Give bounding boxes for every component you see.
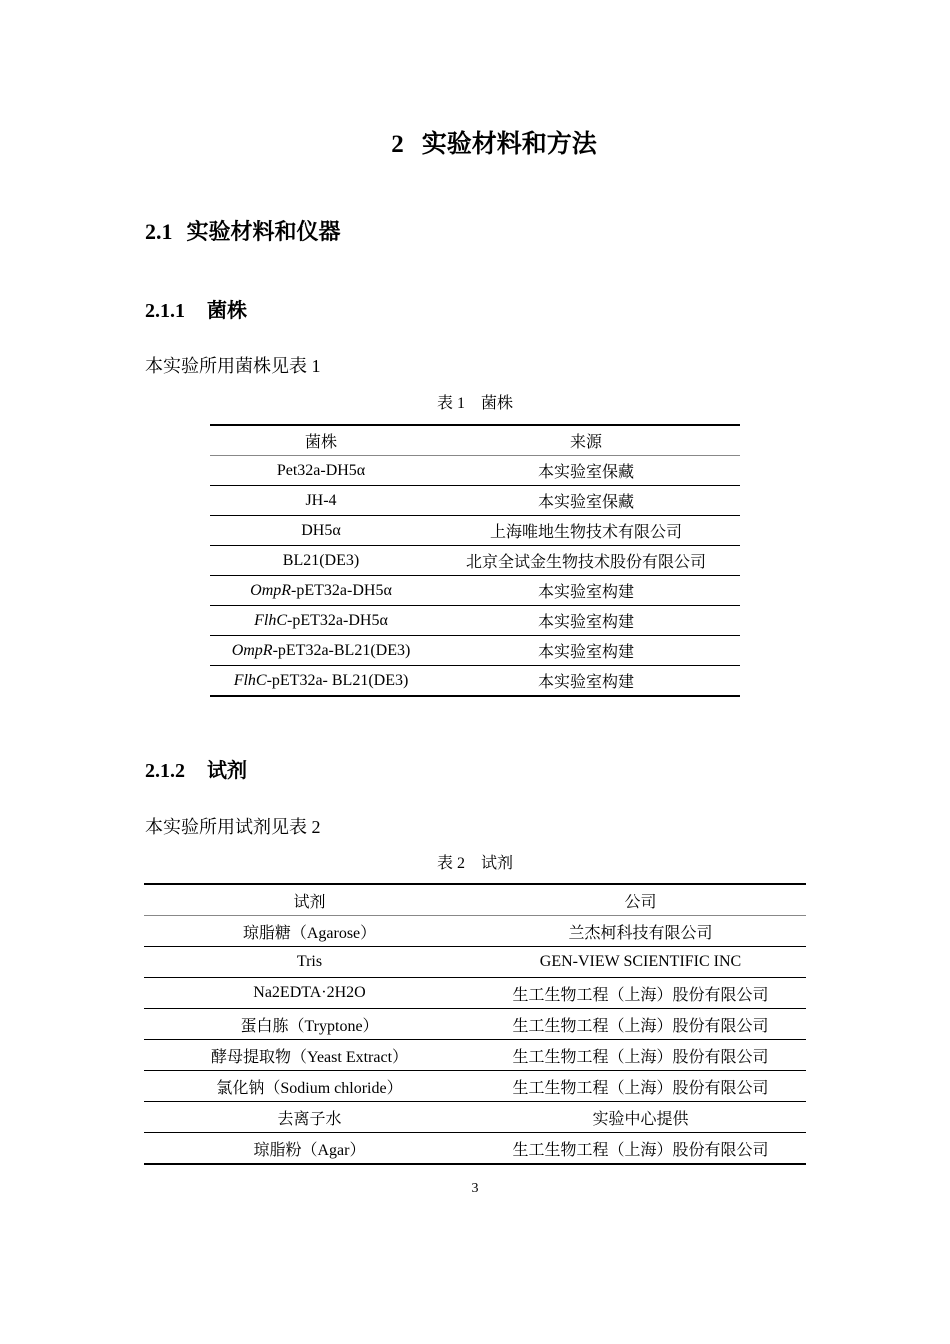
- caption-title: 试剂: [481, 855, 514, 872]
- reagent-cell: 氯化钠（Sodium chloride）: [144, 1071, 475, 1102]
- reagent-cell: 酵母提取物（Yeast Extract）: [144, 1040, 475, 1071]
- table-row: [144, 916, 806, 947]
- chapter-number: 2: [391, 131, 404, 158]
- strain-cell: Pet32a-DH5α: [210, 456, 432, 486]
- table-row: [144, 1102, 806, 1133]
- table-row: [144, 1071, 806, 1102]
- header-source: 来源: [432, 425, 740, 456]
- strain-intro-paragraph: 本实验所用菌株见表 1: [145, 356, 321, 376]
- section-number: 2.1: [145, 219, 173, 244]
- reagent-cell: 去离子水: [144, 1102, 475, 1133]
- source-cell: 本实验室构建: [432, 666, 740, 697]
- source-cell: 本实验室构建: [432, 636, 740, 666]
- section-heading-2-1-1: [145, 294, 247, 323]
- company-cell: 生工生物工程（上海）股份有限公司: [475, 1009, 806, 1040]
- strain-cell: OmpR-pET32a-DH5α: [210, 576, 432, 606]
- section-title: 试剂: [207, 760, 247, 782]
- table-row: [210, 606, 740, 636]
- table-row: [144, 1009, 806, 1040]
- source-cell: 上海唯地生物技术有限公司: [432, 516, 740, 546]
- source-cell: 本实验室保藏: [432, 456, 740, 486]
- company-cell: 生工生物工程（上海）股份有限公司: [475, 1133, 806, 1165]
- strain-cell: JH-4: [210, 486, 432, 516]
- reagent-cell: 琼脂粉（Agar）: [144, 1133, 475, 1165]
- section-number: 2.1.2: [145, 760, 185, 782]
- caption-title: 菌株: [481, 395, 514, 412]
- reagent-table: [144, 883, 806, 1165]
- table-row: [144, 1040, 806, 1071]
- company-cell: 生工生物工程（上海）股份有限公司: [475, 1071, 806, 1102]
- company-cell: 兰杰柯科技有限公司: [475, 916, 806, 947]
- table-row: [144, 978, 806, 1009]
- strain-cell: OmpR-pET32a-BL21(DE3): [210, 636, 432, 666]
- section-number: 2.1.1: [145, 300, 185, 322]
- section-heading-2-1: [145, 215, 341, 246]
- table-row: [210, 576, 740, 606]
- page-number: 3: [471, 1181, 479, 1196]
- section-heading-2-1-2: [145, 754, 247, 783]
- strain-cell: BL21(DE3): [210, 546, 432, 576]
- chapter-title-text: 实验材料和方法: [421, 131, 597, 158]
- table-2-caption: [0, 850, 950, 873]
- table-header-row: [210, 425, 740, 456]
- source-cell: 本实验室构建: [432, 576, 740, 606]
- reagent-cell: Tris: [144, 947, 475, 978]
- reagent-intro-paragraph: 本实验所用试剂见表 2: [145, 817, 321, 837]
- header-reagent: 试剂: [144, 884, 475, 916]
- section-title: 实验材料和仪器: [186, 219, 341, 244]
- source-cell: 本实验室构建: [432, 606, 740, 636]
- chapter-title: [0, 124, 950, 160]
- strain-table: [210, 424, 740, 697]
- table-row: [210, 516, 740, 546]
- table-row: [210, 636, 740, 666]
- table-row: [210, 456, 740, 486]
- company-cell: GEN-VIEW SCIENTIFIC INC: [475, 947, 806, 978]
- reagent-cell: Na2EDTA·2H2O: [144, 978, 475, 1009]
- section-title: 菌株: [207, 300, 247, 322]
- company-cell: 生工生物工程（上海）股份有限公司: [475, 1040, 806, 1071]
- strain-cell: FlhC-pET32a- BL21(DE3): [210, 666, 432, 697]
- table-header-row: [144, 884, 806, 916]
- table-row: [210, 486, 740, 516]
- strain-cell: DH5α: [210, 516, 432, 546]
- table-row: [144, 947, 806, 978]
- source-cell: 北京全试金生物技术股份有限公司: [432, 546, 740, 576]
- table-row: [210, 546, 740, 576]
- caption-number: 表 2: [436, 855, 465, 872]
- company-cell: 生工生物工程（上海）股份有限公司: [475, 978, 806, 1009]
- reagent-cell: 蛋白胨（Tryptone）: [144, 1009, 475, 1040]
- header-strain: 菌株: [210, 425, 432, 456]
- table-1-caption: [0, 390, 950, 413]
- table-row: [144, 1133, 806, 1165]
- table-row: [210, 666, 740, 697]
- reagent-cell: 琼脂糖（Agarose）: [144, 916, 475, 947]
- caption-number: 表 1: [436, 395, 465, 412]
- header-company: 公司: [475, 884, 806, 916]
- source-cell: 本实验室保藏: [432, 486, 740, 516]
- strain-cell: FlhC-pET32a-DH5α: [210, 606, 432, 636]
- company-cell: 实验中心提供: [475, 1102, 806, 1133]
